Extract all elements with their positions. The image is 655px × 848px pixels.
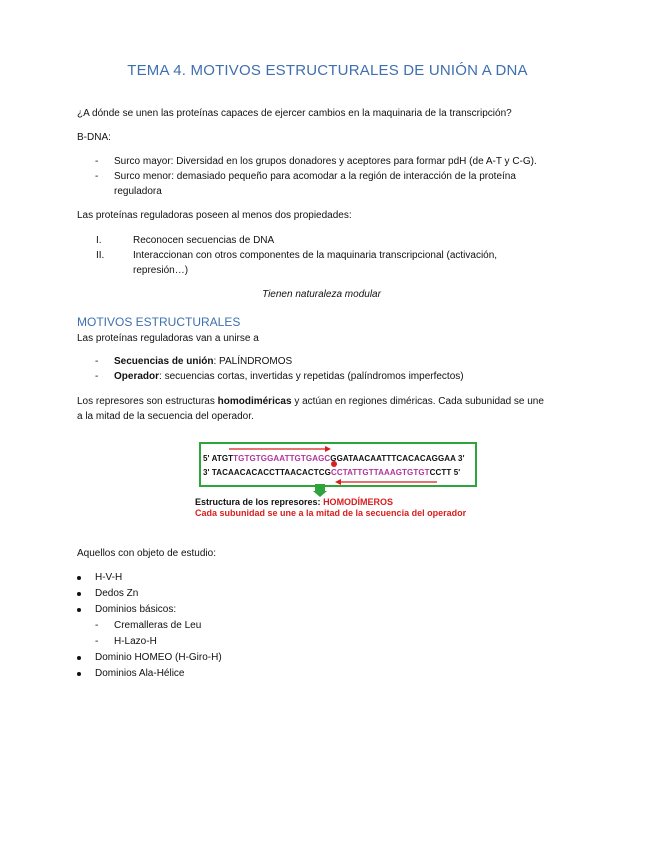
bdna-label: B-DNA: xyxy=(77,132,111,143)
bottom-strand-sequence xyxy=(203,468,460,477)
study-lead: Aquellos con objeto de estudio: xyxy=(77,548,216,559)
motivo-item-secuencias xyxy=(114,355,292,369)
arrow-head xyxy=(325,446,331,452)
bullet-icon xyxy=(77,592,81,596)
represores-paragraph-cont: a la mitad de la secuencia del operador. xyxy=(77,411,254,422)
study-item: Dominios básicos: xyxy=(95,604,177,615)
caption-highlight: HOMODÍMEROS xyxy=(323,497,394,507)
bullet-icon xyxy=(77,576,81,580)
property-text: Reconocen secuencias de DNA xyxy=(133,235,275,246)
study-subitem: H-Lazo-H xyxy=(114,636,157,647)
section-heading: MOTIVOS ESTRUCTURALES xyxy=(77,315,241,329)
dash-marker: - xyxy=(95,620,99,631)
figure-caption-line2: Cada subunidad se une a la mitad de la secuencia del operador xyxy=(195,508,467,518)
motivos-lead: Las proteínas reguladoras van a unirse a xyxy=(77,333,259,344)
properties-intro: Las proteínas reguladoras poseen al menos dos propiedades: xyxy=(77,210,352,221)
property-num: II. xyxy=(96,250,105,261)
arrow-head xyxy=(335,479,341,485)
modular-note: Tienen naturaleza modular xyxy=(262,289,381,300)
property-num: I. xyxy=(96,235,102,246)
paragraph-bold: homodiméricas xyxy=(217,396,292,407)
seq-segment: 3' TACAACACACCTTAACACTCG xyxy=(203,468,331,477)
caption-text: Estructura de los represores: xyxy=(195,497,324,507)
property-text-cont: represión…) xyxy=(133,265,189,276)
motivo-text: : secuencias cortas, invertidas y repetidas (palíndromos imperfectos) xyxy=(159,371,464,382)
property-text: Interaccionan con otros componentes de la maquinaria transcripcional (activación, xyxy=(133,250,498,261)
motivo-label: Secuencias de unión xyxy=(114,356,214,367)
dash-marker: - xyxy=(95,371,99,382)
seq-segment: 5' ATGT xyxy=(203,454,234,463)
figure-caption-line1 xyxy=(195,497,393,508)
question-text: ¿A dónde se unen las proteínas capaces de ejercer cambios en la maquinaria de la transcripción? xyxy=(77,108,512,119)
represores-paragraph xyxy=(77,395,544,409)
seq-segment: GGATAACAATTTCACACAGGAA 3' xyxy=(330,454,465,463)
dash-marker: - xyxy=(95,171,99,182)
bullet-icon xyxy=(77,608,81,612)
bullet-icon xyxy=(77,656,81,660)
bdna-item-minor: Surco menor: demasiado pequeño para acomodar a la región de interacción de la proteína xyxy=(114,171,516,182)
paragraph-text: Los represores son estructuras xyxy=(77,396,218,407)
dash-marker: - xyxy=(95,156,99,167)
study-item: Dedos Zn xyxy=(95,588,139,599)
seq-segment: CCTT 5' xyxy=(429,468,461,477)
motivo-item-operador xyxy=(114,370,464,384)
green-pointer-stem xyxy=(315,484,325,491)
motivo-text: : PALÍNDROMOS xyxy=(213,356,293,367)
seq-segment-palindrome: CCTATTGTTAAAGTGTGT xyxy=(331,468,430,477)
study-item: Dominios Ala-Hélice xyxy=(95,668,185,679)
bullet-icon xyxy=(77,672,81,676)
page-title: TEMA 4. MOTIVOS ESTRUCTURALES DE UNIÓN A DNA xyxy=(127,62,528,79)
study-item: Dominio HOMEO (H-Giro-H) xyxy=(95,652,222,663)
dash-marker: - xyxy=(95,636,99,647)
top-strand-sequence xyxy=(203,454,465,463)
bdna-item-major: Surco mayor: Diversidad en los grupos donadores y aceptores para formar pdH (de A-T y C-G). xyxy=(114,156,537,167)
seq-segment-palindrome: TGTGTGGAATTGTGAGC xyxy=(233,454,331,463)
study-item: H-V-H xyxy=(95,572,123,583)
paragraph-text: y actúan en regiones diméricas. Cada subunidad se une xyxy=(291,396,544,407)
study-subitem: Cremalleras de Leu xyxy=(114,620,202,631)
bdna-item-minor-cont: reguladora xyxy=(114,186,162,197)
motivo-label: Operador xyxy=(114,371,160,382)
dash-marker: - xyxy=(95,356,99,367)
